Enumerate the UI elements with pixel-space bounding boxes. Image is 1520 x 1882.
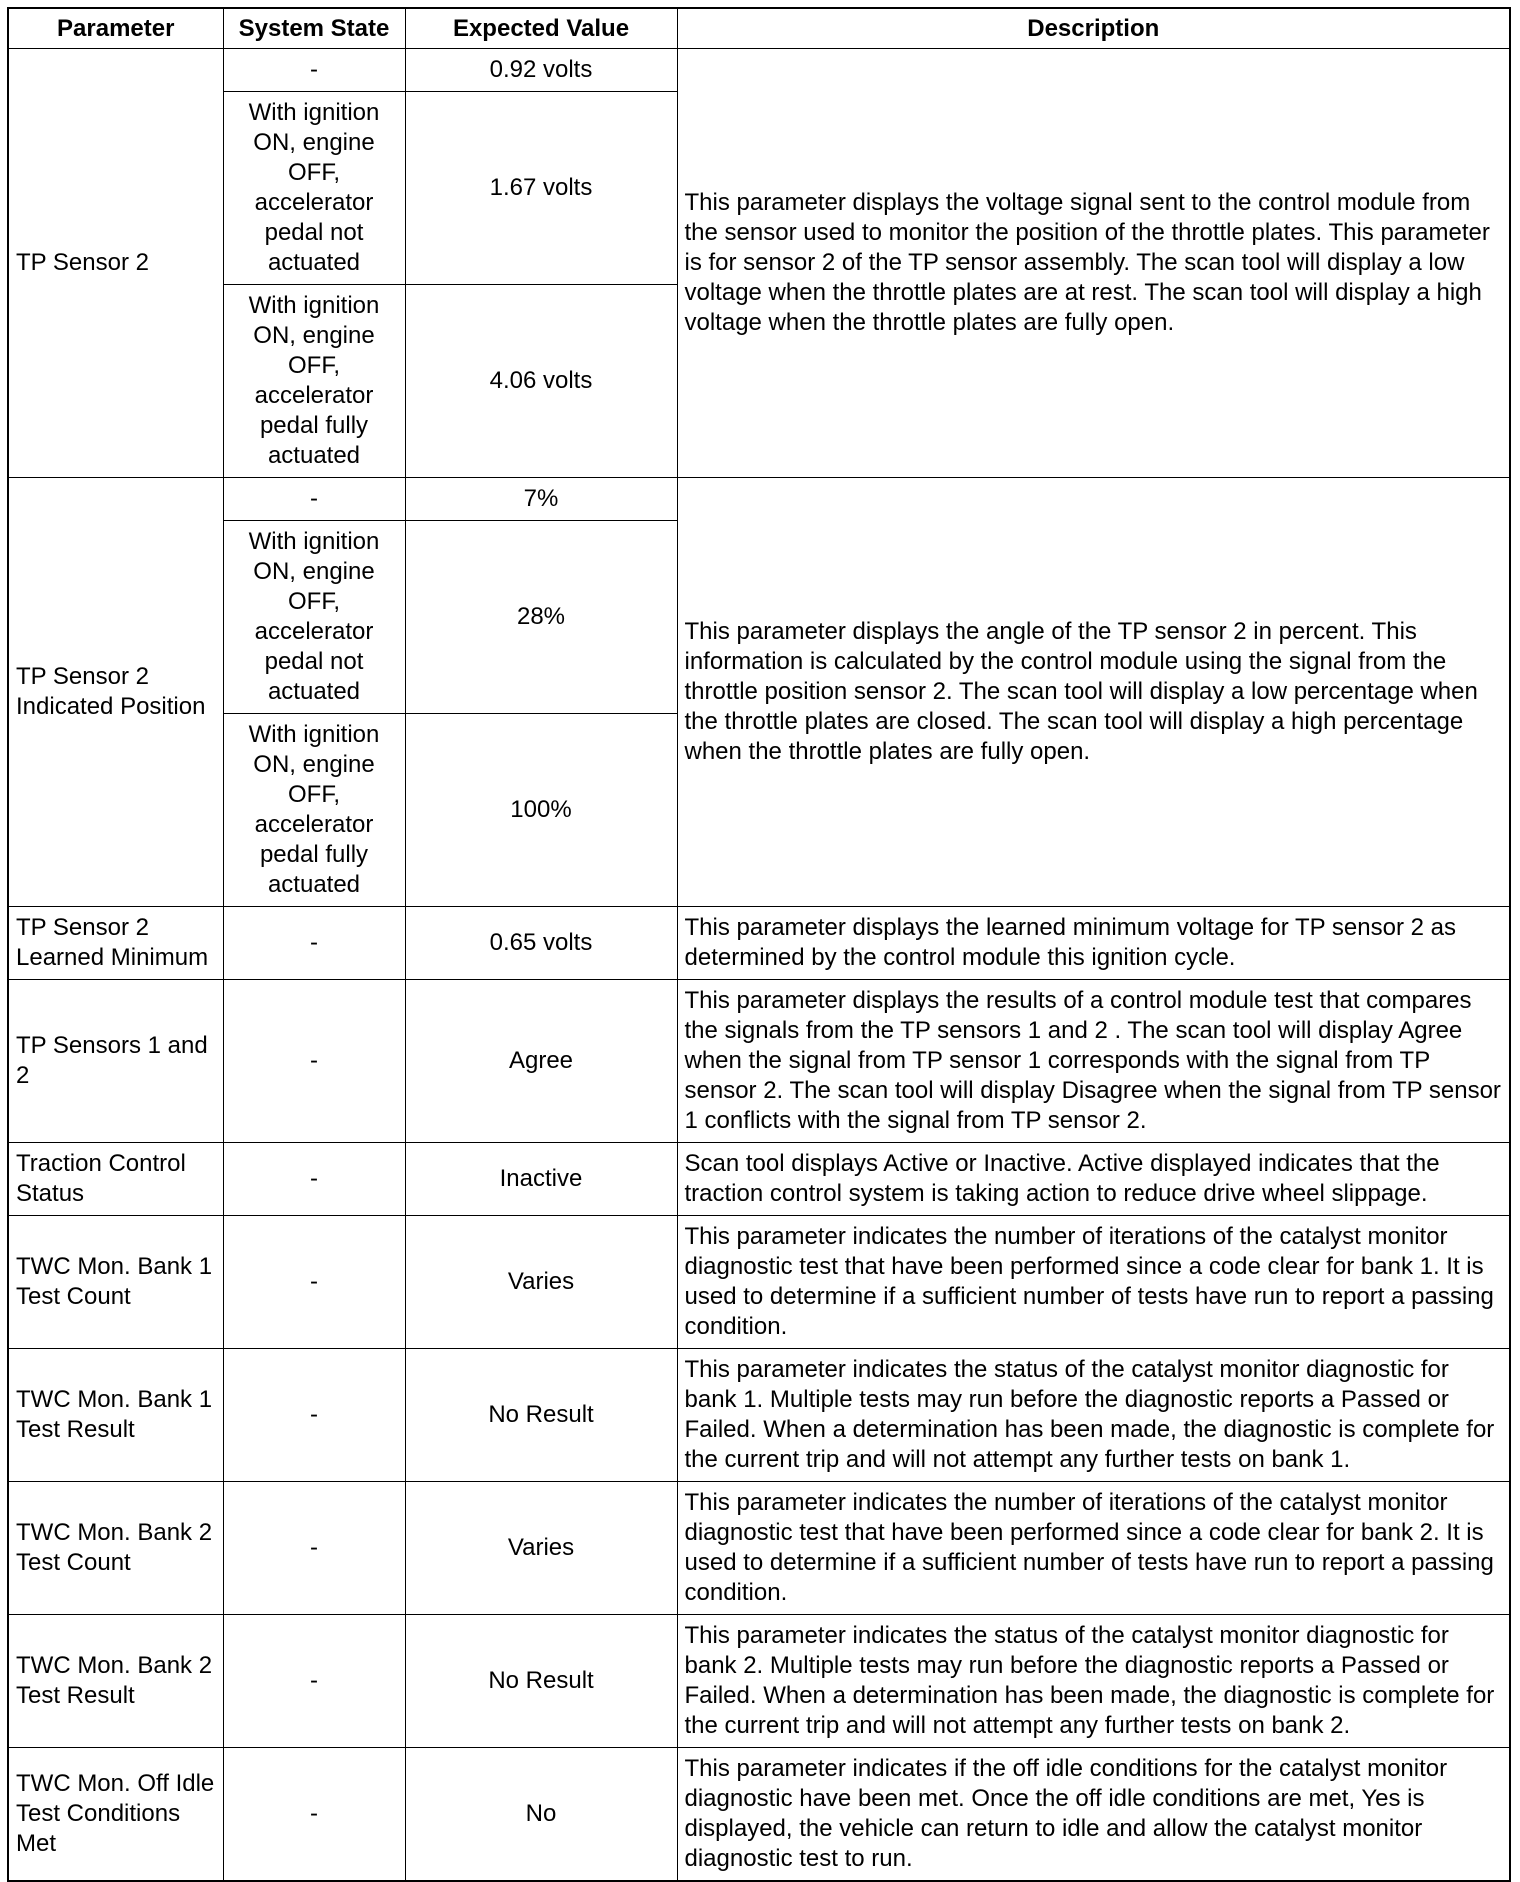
header-system-state: System State	[223, 8, 405, 49]
system-state: -	[223, 1748, 405, 1881]
expected-value: No	[405, 1748, 677, 1881]
expected-value: 28%	[405, 521, 677, 714]
expected-value: 1.67 volts	[405, 92, 677, 285]
table-row	[8, 478, 1510, 521]
header-parameter: Parameter	[8, 8, 223, 49]
table-row	[8, 907, 1510, 980]
expected-value: Varies	[405, 1482, 677, 1615]
table-row	[8, 1349, 1510, 1482]
parameter-name: TWC Mon. Bank 1 Test Count	[8, 1216, 223, 1349]
system-state: With ignition ON, engine OFF, accelerator pedal not actuated	[223, 521, 405, 714]
expected-value: 4.06 volts	[405, 285, 677, 478]
expected-value: 100%	[405, 714, 677, 907]
system-state: -	[223, 980, 405, 1143]
table-header-row	[8, 8, 1510, 49]
parameter-name: TP Sensor 2 Indicated Position	[8, 478, 223, 907]
parameter-table	[7, 7, 1511, 1882]
parameter-name: Traction Control Status	[8, 1143, 223, 1216]
system-state: -	[223, 1482, 405, 1615]
expected-value: Varies	[405, 1216, 677, 1349]
system-state: -	[223, 1349, 405, 1482]
parameter-name: TP Sensor 2 Learned Minimum	[8, 907, 223, 980]
system-state: -	[223, 1216, 405, 1349]
parameter-name: TP Sensors 1 and 2	[8, 980, 223, 1143]
description: This parameter displays the results of a control module test that compares the signals from the TP sensors 1 and 2 . The scan tool will display Agree when the signal from TP sensor 1 corresponds with the signal from TP sensor 2. The scan tool will display Disagree when the signal from TP sensor 1 conflicts with the signal from TP sensor 2.	[677, 980, 1510, 1143]
system-state: With ignition ON, engine OFF, accelerator pedal not actuated	[223, 92, 405, 285]
parameter-name: TWC Mon. Bank 1 Test Result	[8, 1349, 223, 1482]
header-expected-value: Expected Value	[405, 8, 677, 49]
table-row	[8, 1615, 1510, 1748]
system-state: With ignition ON, engine OFF, accelerator pedal fully actuated	[223, 285, 405, 478]
parameter-name: TWC Mon. Bank 2 Test Result	[8, 1615, 223, 1748]
expected-value: No Result	[405, 1349, 677, 1482]
description: This parameter indicates the number of iterations of the catalyst monitor diagnostic test that have been performed since a code clear for bank 2. It is used to determine if a sufficient number of tests have run to report a passing condition.	[677, 1482, 1510, 1615]
expected-value: 0.65 volts	[405, 907, 677, 980]
description: This parameter indicates the number of iterations of the catalyst monitor diagnostic test that have been performed since a code clear for bank 1. It is used to determine if a sufficient number of tests have run to report a passing condition.	[677, 1216, 1510, 1349]
description: This parameter displays the learned minimum voltage for TP sensor 2 as determined by the control module this ignition cycle.	[677, 907, 1510, 980]
system-state: -	[223, 478, 405, 521]
system-state: -	[223, 1143, 405, 1216]
table-row	[8, 49, 1510, 92]
system-state: -	[223, 49, 405, 92]
expected-value: No Result	[405, 1615, 677, 1748]
table-row	[8, 1748, 1510, 1881]
system-state: With ignition ON, engine OFF, accelerator pedal fully actuated	[223, 714, 405, 907]
table-row	[8, 1216, 1510, 1349]
description: This parameter displays the angle of the TP sensor 2 in percent. This information is calculated by the control module using the signal from the throttle position sensor 2. The scan tool will display a low percentage when the throttle plates are closed. The scan tool will display a high percentage when the throttle plates are fully open.	[677, 478, 1510, 907]
table-row	[8, 980, 1510, 1143]
description: This parameter indicates the status of the catalyst monitor diagnostic for bank 1. Multiple tests may run before the diagnostic reports a Passed or Failed. When a determination has been made, the diagnostic is complete for the current trip and will not attempt any further tests on bank 1.	[677, 1349, 1510, 1482]
parameter-name: TWC Mon. Off Idle Test Conditions Met	[8, 1748, 223, 1881]
description: This parameter displays the voltage signal sent to the control module from the sensor used to monitor the position of the throttle plates. This parameter is for sensor 2 of the TP sensor assembly. The scan tool will display a low voltage when the throttle plates are at rest. The scan tool will display a high voltage when the throttle plates are fully open.	[677, 49, 1510, 478]
header-description: Description	[677, 8, 1510, 49]
table-row	[8, 1482, 1510, 1615]
parameter-name: TP Sensor 2	[8, 49, 223, 478]
parameter-name: TWC Mon. Bank 2 Test Count	[8, 1482, 223, 1615]
expected-value: Agree	[405, 980, 677, 1143]
description: Scan tool displays Active or Inactive. Active displayed indicates that the traction control system is taking action to reduce drive wheel slippage.	[677, 1143, 1510, 1216]
table-row	[8, 1143, 1510, 1216]
system-state: -	[223, 1615, 405, 1748]
description: This parameter indicates the status of the catalyst monitor diagnostic for bank 2. Multiple tests may run before the diagnostic reports a Passed or Failed. When a determination has been made, the diagnostic is complete for the current trip and will not attempt any further tests on bank 2.	[677, 1615, 1510, 1748]
description: This parameter indicates if the off idle conditions for the catalyst monitor diagnostic have been met. Once the off idle conditions are met, Yes is displayed, the vehicle can return to idle and allow the catalyst monitor diagnostic test to run.	[677, 1748, 1510, 1881]
expected-value: 0.92 volts	[405, 49, 677, 92]
system-state: -	[223, 907, 405, 980]
expected-value: 7%	[405, 478, 677, 521]
expected-value: Inactive	[405, 1143, 677, 1216]
